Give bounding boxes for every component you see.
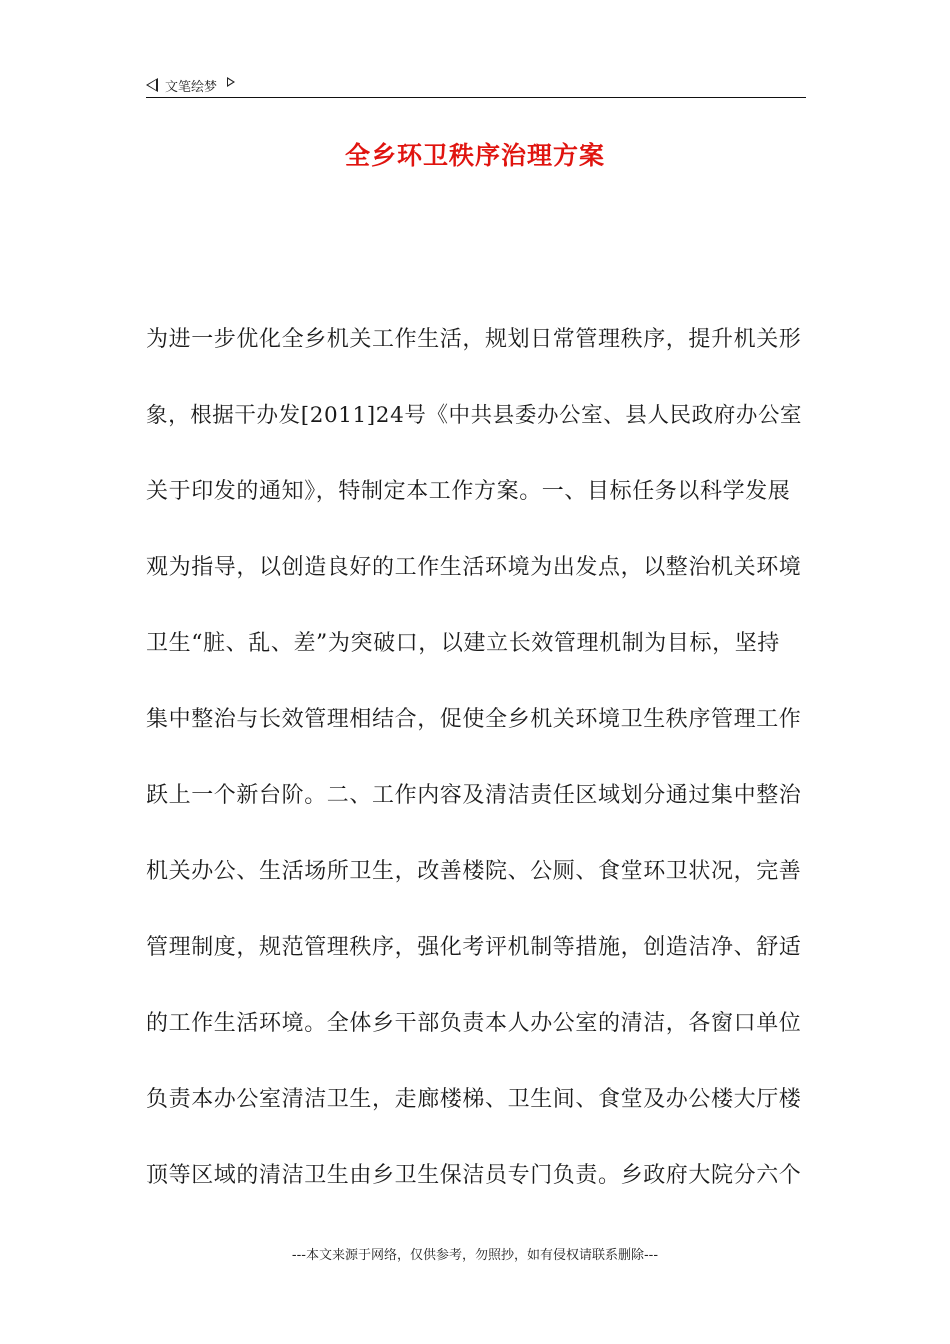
body-line: 卫生“脏、乱、差”为突破口，以建立长效管理机制为目标，坚持 [146,631,780,656]
footer-disclaimer: ---本文来源于网络，仅供参考，勿照抄，如有侵权请联系删除--- [291,1248,659,1263]
body-line: 为进一步优化全乡机关工作生活，规划日常管理秩序，提升机关形 [146,327,802,352]
body-line: 跃上一个新台阶。二、工作内容及清洁责任区域划分通过集中整治 [146,783,802,808]
body-line: 负责本办公室清洁卫生，走廊楼梯、卫生间、食堂及办公楼大厅楼 [146,1087,802,1112]
body-line: 顶等区域的清洁卫生由乡卫生保洁员专门负责。乡政府大院分六个 [146,1163,802,1188]
body-line: 观为指导，以创造良好的工作生活环境为出发点，以整治机关环境 [146,555,802,580]
body-line: 关于印发的通知》，特制定本工作方案。一、目标任务以科学发展 [146,479,791,504]
header-brand: 文笔绘梦 [165,79,218,95]
body-line: 机关办公、生活场所卫生，改善楼院、公厕、食堂环卫状况，完善 [146,859,802,884]
header-divider [146,97,806,98]
triangle-left-icon [146,78,158,92]
body-line: 集中整治与长效管理相结合，促使全乡机关环境卫生秩序管理工作 [146,707,802,732]
body-line: 的工作生活环境。全体乡干部负责本人办公室的清洁，各窗口单位 [146,1011,802,1036]
body-line: 管理制度，规范管理秩序，强化考评机制等措施，创造洁净、舒适 [146,935,802,960]
document-body [146,320,808,1232]
body-line: 象，根据干办发[2011]24号《中共县委办公室、县人民政府办公室 [146,403,803,428]
document-title: 全乡环卫秩序治理方案 [344,141,605,170]
triangle-right-icon [227,77,235,87]
page-header [146,74,235,96]
